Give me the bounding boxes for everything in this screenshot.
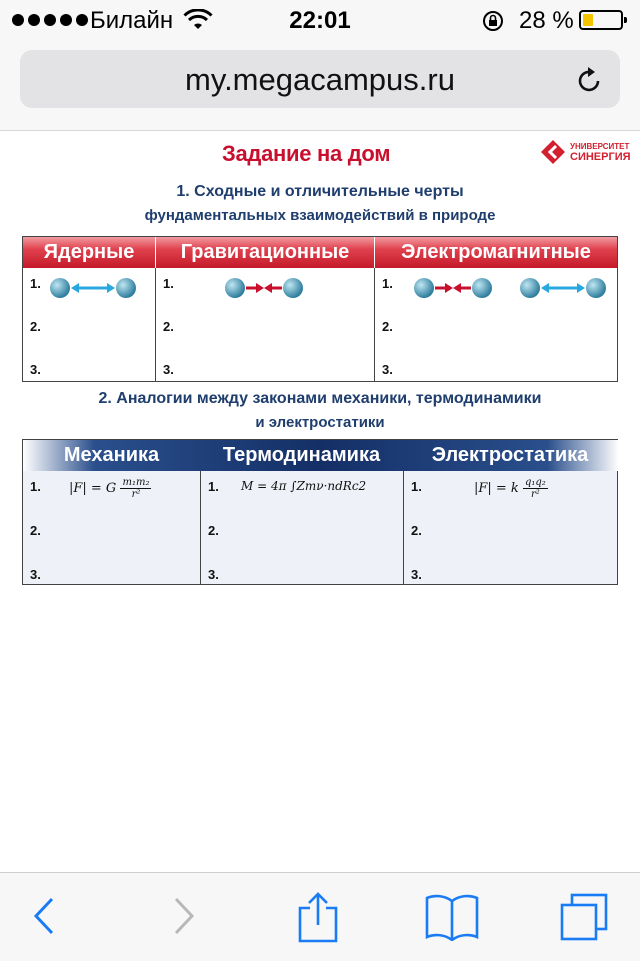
address-bar[interactable] [20, 50, 620, 108]
row-number: 1. [30, 276, 41, 291]
electrostatics-column [403, 471, 617, 584]
row-number: 3. [30, 567, 41, 582]
battery-level [583, 14, 593, 26]
row-number: 3. [163, 362, 174, 377]
attraction-repulsion-blue-icon [49, 276, 137, 300]
header-electromagnetic: Электромагнитные [374, 237, 617, 268]
header-electrostatics: Электростатика [431, 444, 589, 466]
browser-chrome [0, 40, 640, 131]
row-number: 3. [411, 567, 422, 582]
page-title: Задание на дом [222, 141, 391, 166]
electromagnetic-column [374, 268, 617, 381]
nuclear-column [23, 268, 155, 381]
row-number: 1. [163, 276, 174, 291]
row-number: 2. [30, 319, 41, 334]
row-number: 1. [411, 479, 422, 494]
clock: 22:01 [289, 7, 351, 34]
gravitational-column [155, 268, 374, 381]
row-number: 2. [30, 523, 41, 538]
header-gravitational: Гравитационные [155, 237, 374, 268]
analogies-table [22, 439, 618, 585]
row-number: 1. [208, 479, 219, 494]
row-number: 3. [382, 362, 393, 377]
carrier-name: Билайн [90, 7, 174, 34]
repulsion-blue-icon [519, 276, 607, 300]
battery-icon [579, 10, 623, 30]
newton-gravity-formula: |F| = G $\frac{\text{m₁m₂}}{\text{r²}}$ [69, 477, 150, 500]
status-bar [0, 0, 640, 40]
share-icon[interactable] [296, 891, 340, 943]
section1-heading-cont: фундаментальных взаимодействий в природе [144, 207, 496, 224]
tabs-icon[interactable] [558, 891, 610, 943]
mechanics-column [23, 471, 200, 584]
row-number: 2. [163, 319, 174, 334]
header-nuclear: Ядерные [23, 237, 155, 268]
synergy-logo-icon [540, 139, 566, 165]
forward-icon[interactable] [168, 891, 198, 941]
battery-percent: 28 % [519, 7, 574, 34]
row-number: 2. [208, 523, 219, 538]
back-icon[interactable] [30, 891, 60, 941]
header-mechanics: Механика [63, 444, 160, 466]
university-logo [540, 139, 631, 165]
thermodynamics-column [200, 471, 403, 584]
attraction-red-icon [224, 276, 304, 300]
reload-icon[interactable] [576, 65, 604, 95]
section2-heading: 2. Аналогии между законами механики, термодинамики [98, 390, 542, 407]
orientation-lock-icon [482, 10, 504, 32]
row-number: 3. [208, 567, 219, 582]
bookmarks-icon[interactable] [424, 891, 480, 941]
logo-line1: УНИВЕРСИТЕТ [570, 142, 630, 151]
url-text[interactable]: my.megacampus.ru [185, 62, 455, 97]
section2-heading-cont: и электростатики [255, 414, 385, 431]
attraction-red-icon [413, 276, 493, 300]
row-number: 2. [382, 319, 393, 334]
row-number: 1. [30, 479, 41, 494]
thermo-formula: M = 4π ∫Zmν·ndRc2 [241, 479, 367, 493]
row-number: 3. [30, 362, 41, 377]
coulomb-formula: |F| = k $\frac{\text{q₁q₂}}{\text{r²}}$ [474, 477, 546, 500]
interactions-table [22, 236, 618, 382]
browser-toolbar [0, 872, 640, 961]
header-thermodynamics: Термодинамика [222, 444, 381, 466]
row-number: 1. [382, 276, 393, 291]
logo-line2: СИНЕРГИЯ [570, 151, 631, 163]
row-number: 2. [411, 523, 422, 538]
section1-heading: 1. Сходные и отличительные черты [176, 183, 464, 200]
